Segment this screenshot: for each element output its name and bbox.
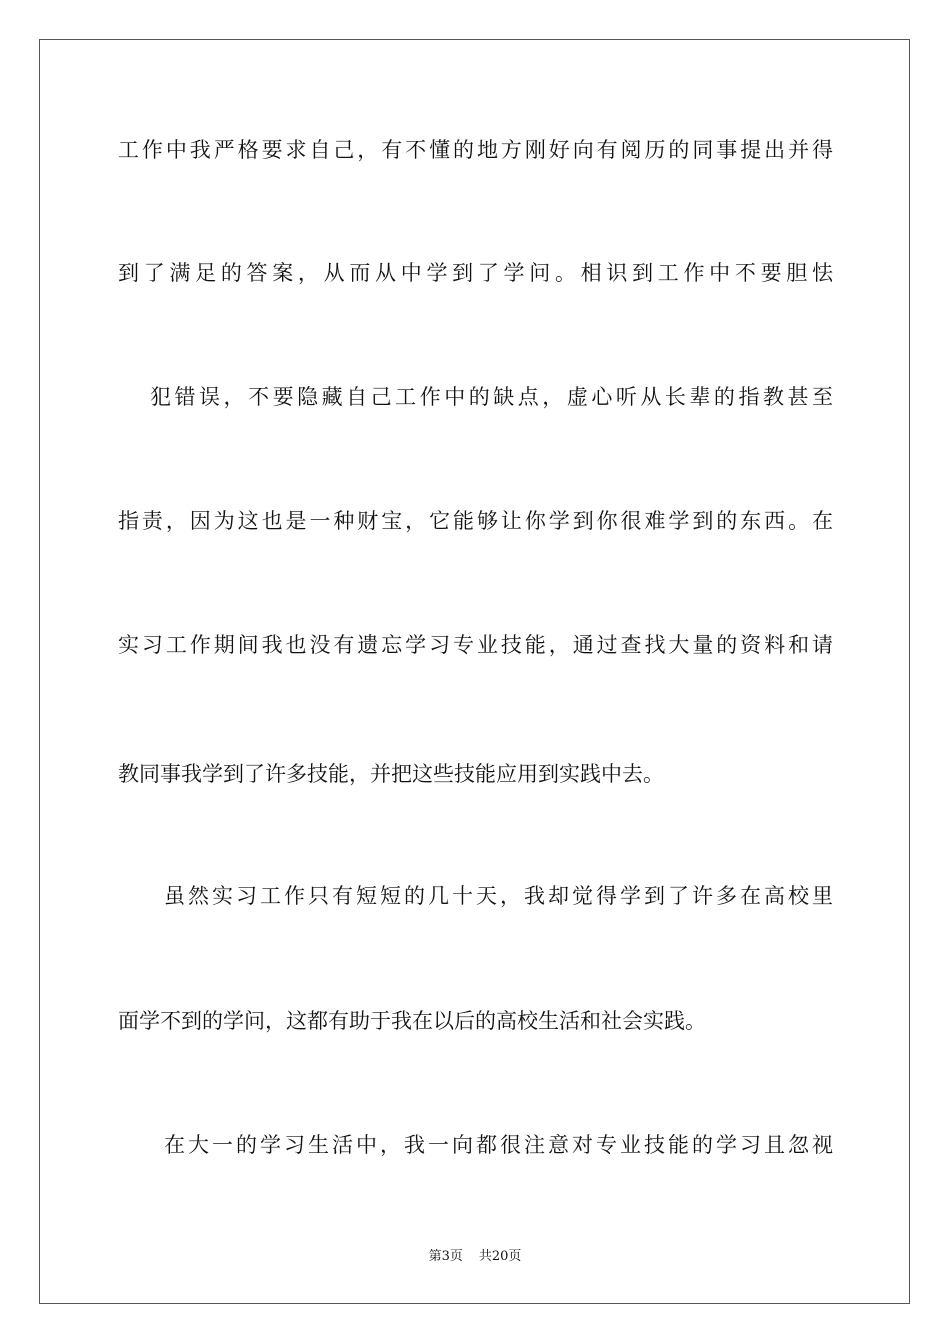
page-border: [39, 39, 910, 1304]
text-line-8: 面学不到的学问，这都有助于我在以后的高校生活和社会实践。: [118, 1009, 706, 1033]
page-total: 共20页: [478, 1249, 522, 1264]
text-line-7: 虽然实习工作只有短短的几十天，我却觉得学到了许多在高校里: [164, 884, 833, 908]
text-line-1: 工作中我严格要求自己，有不懂的地方刚好向有阅历的同事提出并得: [118, 138, 833, 162]
text-line-3: 犯错误，不要隐藏自己工作中的缺点，虚心听从长辈的指教甚至: [150, 385, 833, 409]
text-line-2: 到了满足的答案，从而从中学到了学问。相识到工作中不要胆怯: [118, 261, 833, 285]
text-line-9: 在大一的学习生活中，我一向都很注意对专业技能的学习且忽视: [164, 1133, 833, 1157]
text-line-6: 教同事我学到了许多技能，并把这些技能应用到实践中去。: [118, 762, 664, 786]
text-line-4: 指责，因为这也是一种财宝，它能够让你学到你很难学到的东西。在: [118, 509, 833, 533]
page-number: 第3页: [428, 1249, 463, 1264]
page-footer: [0, 1248, 950, 1266]
text-line-5: 实习工作期间我也没有遗忘学习专业技能，通过查找大量的资料和请: [118, 633, 833, 657]
